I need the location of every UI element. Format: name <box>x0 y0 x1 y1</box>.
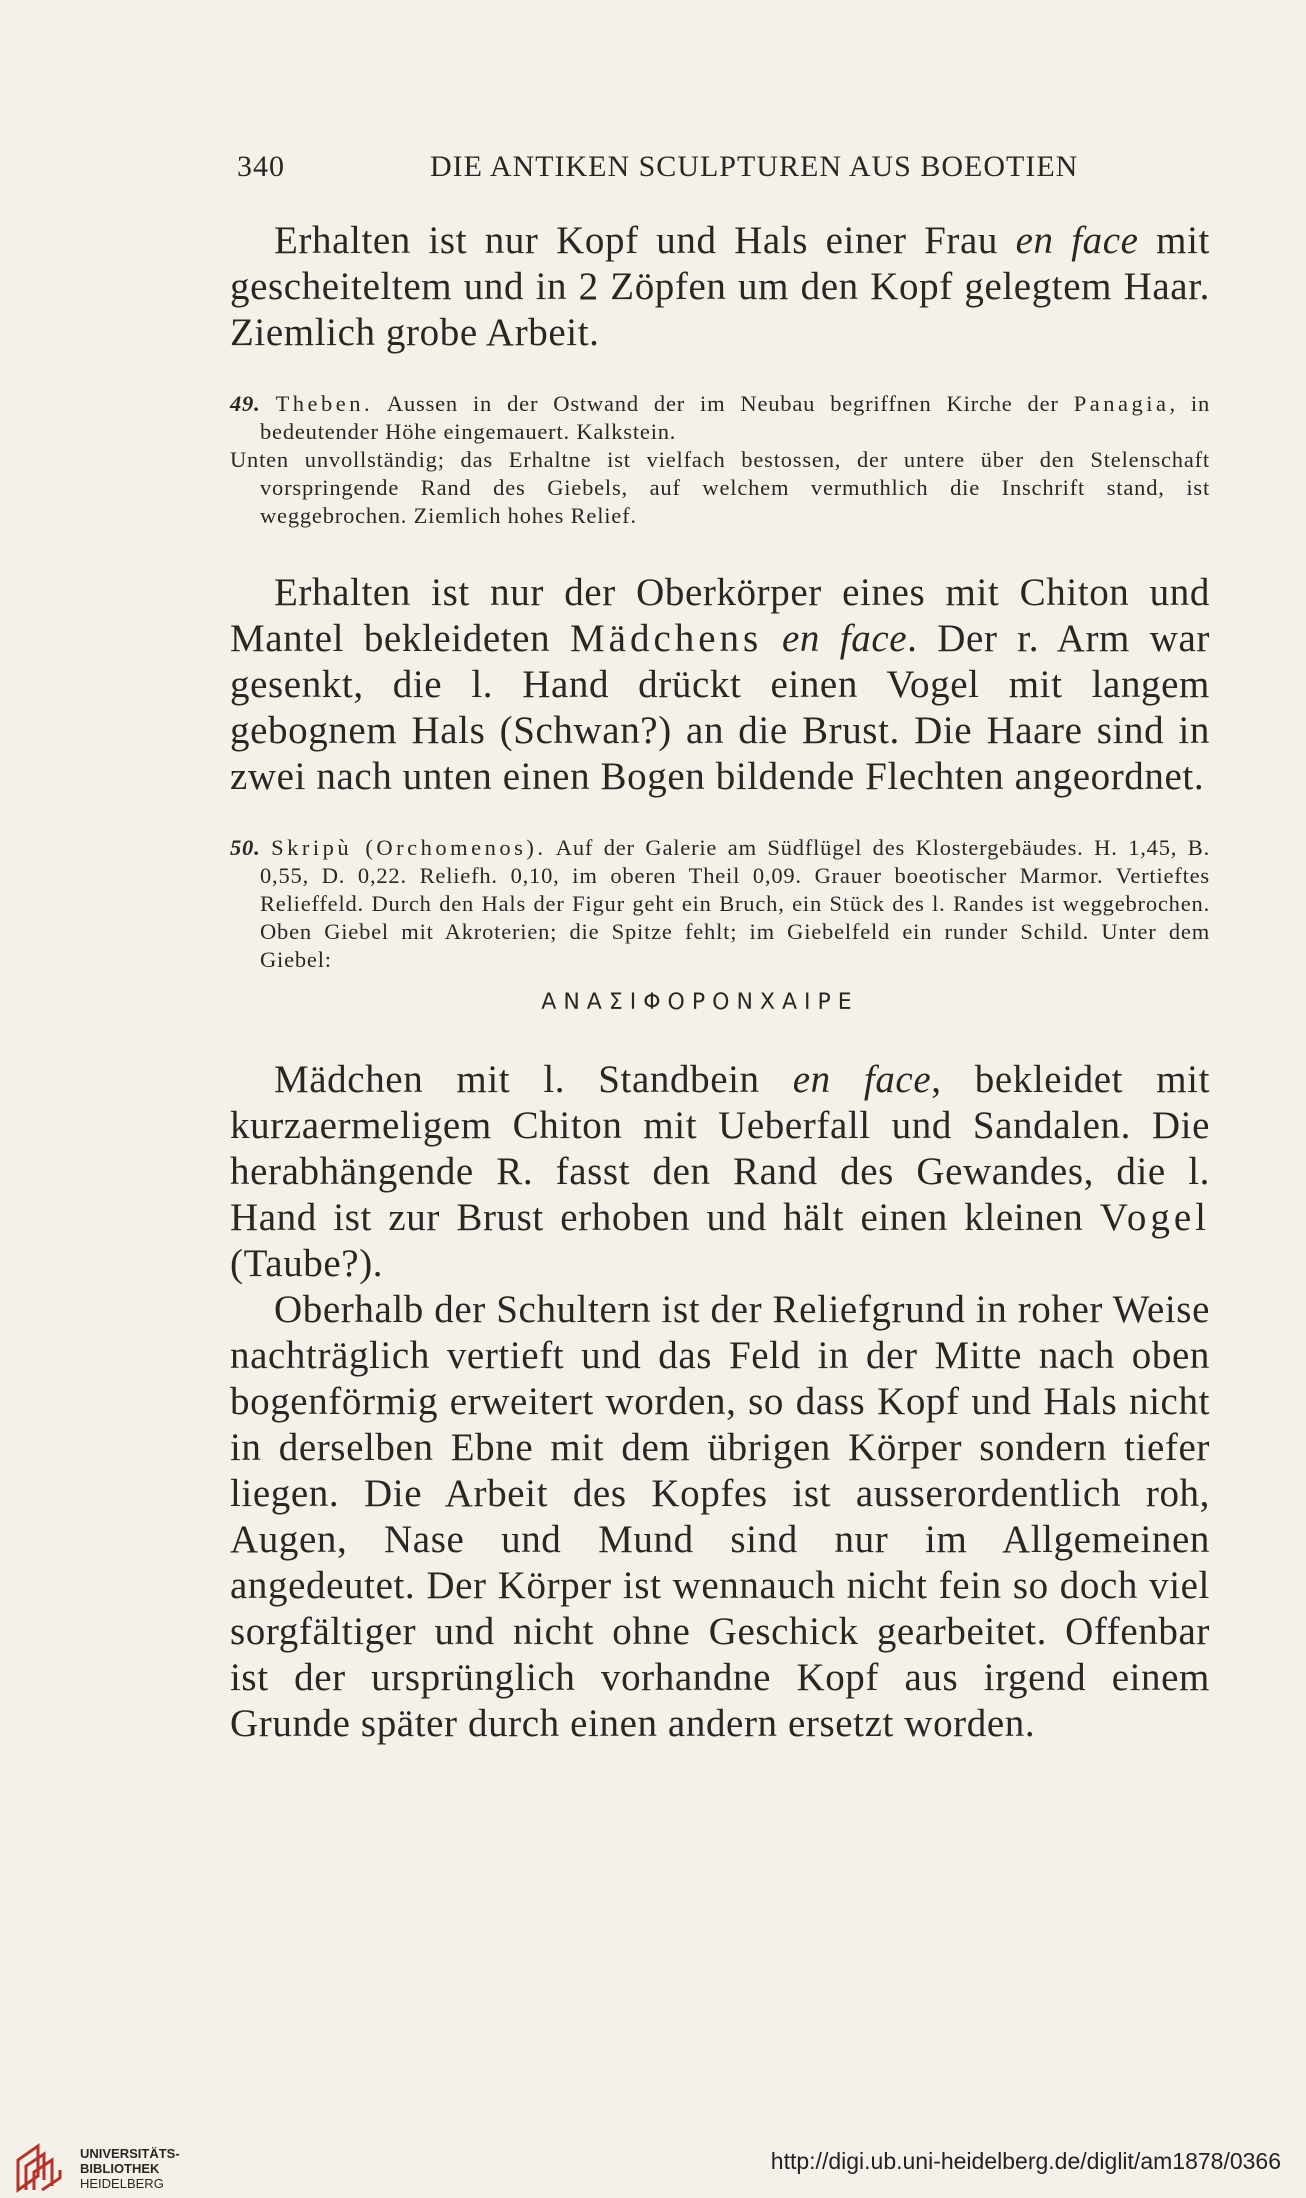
paragraph-3-text-b: , bekleidet mit kurzaermeligem Chiton mit Ueberfall und Sandalen. Die herabhängende R. fasst den Rand des Gewandes, die l. Hand ist zur Brust erhoben und hält einen kleinen <box>230 1058 1210 1239</box>
catalogue-entry-49 <box>230 390 1210 530</box>
library-name-line3: HEIDELBERG <box>80 2176 164 2191</box>
page-number: 340 <box>237 150 285 183</box>
source-url-link[interactable]: http://digi.ub.uni-heidelberg.de/diglit/am1878/0366 <box>770 2148 1281 2174</box>
entry-49-place: Theben. <box>275 391 374 416</box>
entry-49-line1: Aussen in der Ostwand der im Neubau begriffnen Kirche der <box>373 391 1074 416</box>
paragraph-2-text-b <box>762 617 782 660</box>
paragraph-1-text-b: mit gescheiteltem und in 2 Zöpfen um den Kopf gelegtem Haar. Ziemlich grobe Arbeit. <box>230 219 1210 354</box>
paragraph-3-spaced: Vogel <box>1099 1196 1210 1239</box>
library-name-line2: BIBLIOTHEK <box>80 2161 160 2176</box>
paragraph-2-text-a: Erhalten ist nur der Oberkörper eines mit Chiton und Mantel bekleideten <box>230 571 1210 660</box>
paragraph-3 <box>230 1057 1210 1747</box>
paragraph-3-text-a: Mädchen mit l. Standbein <box>274 1058 793 1101</box>
paragraph-2-spaced: Mädchens <box>569 617 763 660</box>
paragraph-2-emphasis: en face <box>782 617 908 660</box>
paragraph-2 <box>230 570 1210 800</box>
greek-inscription: ΑΝΑΣΙΦΟΡΟΝΧΑΙΡΕ <box>541 990 859 1015</box>
catalogue-entry-50 <box>230 834 1210 974</box>
page-body <box>230 150 1210 1747</box>
library-name-line1: UNIVERSITÄTS- <box>80 2146 180 2161</box>
page-footer <box>0 2140 1306 2198</box>
running-head: DIE ANTIKEN SCULPTUREN AUS BOEOTIEN <box>430 150 1079 183</box>
entry-50-text: Auf der Galerie am Südflügel des Klostergebäudes. H. 1,45, B. 0,55, D. 0,22. Reliefh. 0,10, im oberen Theil 0,09. Grauer boeotischer Marmor. Vertieftes Relieffeld. Durch den Hals der Figur geht ein Bruch, ein Stück des l. Randes ist weggebrochen. Oben Giebel mit Akroterien; die Spitze fehlt; im Giebelfeld ein runder Schild. Unter dem Giebel: <box>260 835 1210 972</box>
entry-49-church: Panagia <box>1073 391 1170 416</box>
entry-49-description: Unten unvollständig; das Erhaltne ist vielfach bestossen, der untere über den Stelenschaft vorspringende Rand des Giebels, auf welchem vermuthlich die Inschrift stand, ist weggebrochen. Ziemlich hohes Relief. <box>230 447 1210 528</box>
library-logo-icon <box>12 2140 72 2194</box>
entry-number-50: 50. <box>230 835 261 860</box>
paragraph-2-text-c: . Der r. Arm war gesenkt, die l. Hand drückt einen Vogel mit langem gebognem Hals (Schwan?) an die Brust. Die Haare sind in zwei nach unten einen Bogen bildende Flechten angeordnet. <box>230 617 1210 798</box>
paragraph-3-text-c: (Taube?). <box>230 1242 384 1285</box>
library-name <box>80 2146 180 2191</box>
page-header <box>230 150 1210 200</box>
paragraph-1-text-a: Erhalten ist nur Kopf und Hals einer Frau <box>274 219 1016 262</box>
paragraph-1-emphasis: en face <box>1015 219 1139 262</box>
paragraph-3-emphasis: en face <box>792 1058 932 1101</box>
entry-number-49: 49. <box>230 391 261 416</box>
entry-49-line1b: , in bedeutender Höhe eingemauert. Kalkstein. <box>260 391 1211 444</box>
paragraph-1 <box>230 218 1210 356</box>
paragraph-4: Oberhalb der Schultern ist der Reliefgrund in roher Weise nachträglich vertieft und das Feld in der Mitte nach oben bogenförmig erweitert worden, so dass Kopf und Hals nicht in derselben Ebne mit dem übrigen Körper sondern tiefer liegen. Die Arbeit des Kopfes ist ausserordentlich roh, Augen, Nase und Mund sind nur im Allgemeinen angedeutet. Der Körper ist wennauch nicht fein so doch viel sorgfältiger und nicht ohne Geschick gearbeitet. Offenbar ist der ursprünglich vorhandne Kopf aus irgend einem Grunde später durch einen andern ersetzt worden. <box>230 1288 1210 1745</box>
entry-50-place: Skripù (Orchomenos). <box>271 835 547 860</box>
